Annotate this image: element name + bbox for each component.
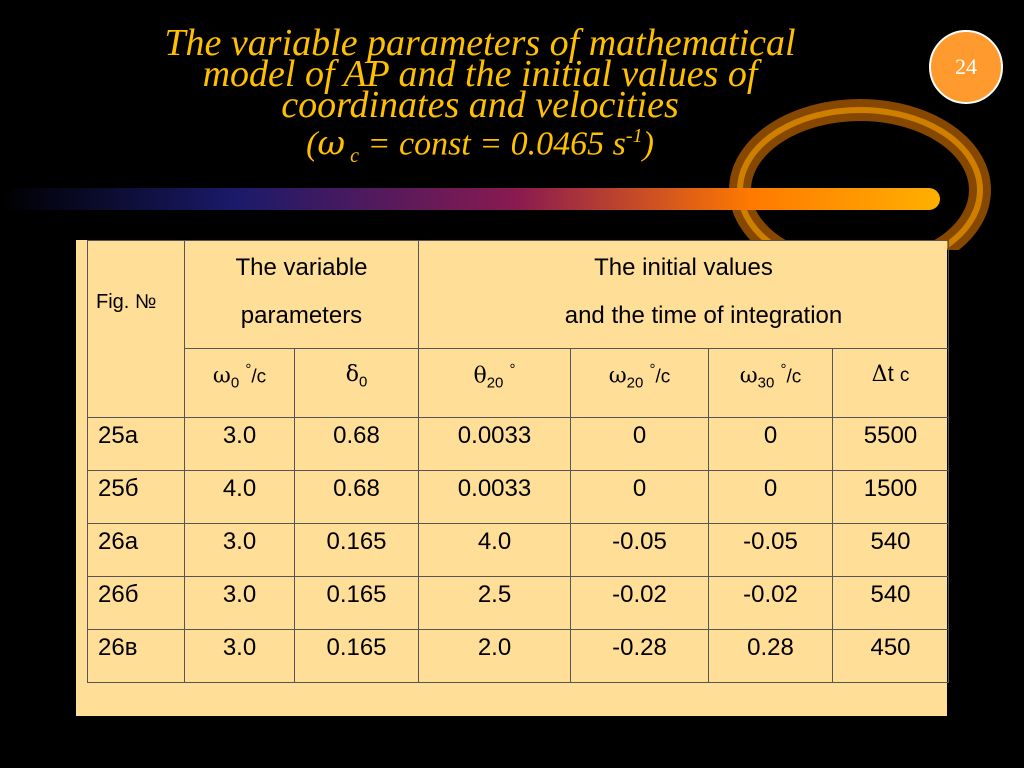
cell-dt: 1500 [833, 471, 949, 524]
table-row [88, 471, 949, 524]
cell-omega20: 0 [571, 471, 709, 524]
cell-fig: 25б [88, 471, 185, 524]
cell-omega20: -0.02 [571, 577, 709, 630]
cell-delta0: 0.68 [295, 471, 419, 524]
cell-omega0: 3.0 [185, 524, 295, 577]
title-line-2: model of AP and the initial values of [202, 53, 758, 95]
cell-dt: 540 [833, 524, 949, 577]
cell-theta20: 0.0033 [419, 418, 571, 471]
col-omega0-header: $\omega_0$ °/c [185, 349, 295, 418]
cell-delta0: 0.165 [295, 524, 419, 577]
cell-dt: 5500 [833, 418, 949, 471]
cell-omega0: 3.0 [185, 630, 295, 683]
col-dt-header: Δt c [833, 349, 949, 418]
table-row [88, 577, 949, 630]
col-omega20-header: $\omega_{20}$ °/c [571, 349, 709, 418]
cell-delta0: 0.165 [295, 577, 419, 630]
table-row [88, 418, 949, 471]
title-formula: (ω $_c$ = const = 0.0465 $s^{-1}$) [306, 123, 654, 168]
table-row [88, 630, 949, 683]
cell-omega30: -0.05 [709, 524, 833, 577]
group-variable-parameters: The variable parameters [185, 241, 419, 349]
cell-omega20: -0.28 [571, 630, 709, 683]
table-row [88, 524, 949, 577]
cell-theta20: 0.0033 [419, 471, 571, 524]
cell-fig: 26в [88, 630, 185, 683]
cell-fig: 25а [88, 418, 185, 471]
cell-theta20: 4.0 [419, 524, 571, 577]
col-omega30-header: $\omega_{30}$ °/c [709, 349, 833, 418]
cell-omega0: 3.0 [185, 418, 295, 471]
cell-omega30: 0 [709, 418, 833, 471]
cell-omega30: 0.28 [709, 630, 833, 683]
cell-theta20: 2.0 [419, 630, 571, 683]
cell-omega0: 3.0 [185, 577, 295, 630]
col-theta20-header: $\theta_{20}$ ° [419, 349, 571, 418]
title-line-1: The variable parameters of mathematical [164, 22, 796, 64]
cell-theta20: 2.5 [419, 577, 571, 630]
cell-omega30: -0.02 [709, 577, 833, 630]
cell-dt: 540 [833, 577, 949, 630]
cell-dt: 450 [833, 630, 949, 683]
title-line-3: coordinates and velocities [281, 84, 679, 126]
cell-fig: 26б [88, 577, 185, 630]
cell-omega30: 0 [709, 471, 833, 524]
cell-omega20: 0 [571, 418, 709, 471]
cell-omega20: -0.05 [571, 524, 709, 577]
slide-number-badge: 24 [929, 30, 1003, 104]
cell-omega0: 4.0 [185, 471, 295, 524]
parameters-table [87, 240, 949, 683]
group-initial-values: The initial values and the time of integration [419, 241, 949, 349]
cell-delta0: 0.165 [295, 630, 419, 683]
cell-delta0: 0.68 [295, 418, 419, 471]
col-delta0-header: $\delta_0$ [295, 349, 419, 418]
slide-title [60, 22, 900, 172]
cell-fig: 26а [88, 524, 185, 577]
fig-header: Fig. № [88, 241, 185, 418]
